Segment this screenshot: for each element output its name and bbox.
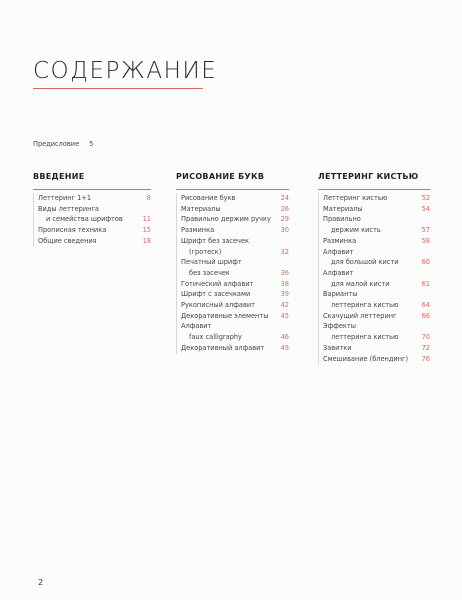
preface-label: Предисловие (33, 140, 80, 148)
toc-entry-label: и семейства шрифтов (46, 215, 123, 224)
toc-entry[interactable] (181, 193, 289, 204)
toc-entry[interactable] (323, 300, 430, 311)
preface-page-number: 5 (89, 140, 94, 148)
toc-entry-label: Материалы (323, 204, 363, 213)
toc-entry-label: Завитки (323, 343, 352, 352)
toc-entry-label: Правильно держим ручку (181, 215, 271, 224)
toc-entry-label: (гротеск) (189, 247, 222, 256)
toc-entry-label: Разминка (323, 236, 357, 245)
section-heading-rule (33, 189, 151, 190)
toc-entry[interactable] (181, 300, 289, 311)
section-brush-lettering (318, 172, 430, 364)
toc-entry-page-number: 39 (280, 290, 289, 299)
toc-entry[interactable] (38, 204, 151, 215)
toc-entry-page-number: 60 (421, 258, 430, 267)
toc-entry[interactable] (323, 193, 430, 204)
toc-entry-label: Шрифт с засечками (181, 290, 251, 299)
toc-entry[interactable] (181, 247, 289, 258)
toc-entry-label: Декоративный алфавит (181, 343, 265, 352)
toc-entry[interactable] (181, 289, 289, 300)
toc-entry[interactable] (181, 332, 289, 343)
toc-entry-label: Правильно (323, 215, 361, 224)
section-heading: ЛЕТТЕРИНГ КИСТЬЮ (318, 172, 419, 181)
toc-entry-label: Алфавит (323, 268, 354, 277)
toc-entry-label: Скачущий леттеринг (323, 311, 397, 320)
toc-entry[interactable] (38, 193, 151, 204)
toc-entry-label: Материалы (181, 204, 221, 213)
toc-entry[interactable] (323, 343, 430, 354)
toc-entry-label: Шрифт без засечек (181, 236, 249, 245)
toc-entry-label: Эффекты (323, 322, 356, 331)
toc-entry[interactable] (323, 311, 430, 322)
toc-entry-label: Алфавит (181, 322, 212, 331)
title-underline (33, 88, 203, 89)
toc-entry-label: для большой кисти (331, 258, 399, 267)
toc-entry-label: для малой кисти (331, 279, 390, 288)
toc-entries (176, 193, 289, 354)
toc-entry-page-number: 36 (280, 268, 289, 277)
toc-entry-label: держим кисть (331, 226, 381, 235)
section-heading: ВВЕДЕНИЕ (33, 172, 85, 181)
toc-entry-page-number: 52 (421, 194, 430, 202)
toc-entry[interactable] (181, 257, 289, 268)
toc-entry-page-number: 58 (421, 236, 430, 245)
section-heading-rule (318, 189, 430, 190)
toc-entry[interactable] (323, 279, 430, 290)
toc-entry-label: Декоративные элементы (181, 311, 269, 320)
toc-entry-label: Готический алфавит (181, 279, 254, 288)
toc-entry-label: Прописная техника (38, 226, 107, 235)
toc-entry[interactable] (181, 279, 289, 290)
toc-entry[interactable] (181, 204, 289, 215)
toc-entry-label: Леттеринг кистью (323, 194, 388, 202)
section-heading-rule (176, 189, 289, 190)
toc-entry-label: леттеринга кистью (331, 301, 399, 310)
toc-entry[interactable] (38, 214, 151, 225)
toc-entry[interactable] (181, 268, 289, 279)
toc-entry-page-number: 8 (146, 194, 151, 202)
toc-entry[interactable] (38, 225, 151, 236)
toc-entry-label: Печатный шрифт (181, 258, 242, 267)
toc-entry-label: Общие сведения (38, 236, 97, 245)
toc-entry-label: Варианты (323, 290, 358, 299)
toc-entries (33, 193, 151, 247)
toc-entry-page-number: 61 (421, 279, 430, 288)
toc-entry-label: Алфавит (323, 247, 354, 256)
toc-entry-page-number: 29 (280, 215, 289, 224)
toc-entry-page-number: 46 (280, 333, 289, 342)
toc-entry[interactable] (323, 354, 430, 365)
toc-entry-page-number: 64 (421, 301, 430, 310)
toc-entry-label: леттеринга кистью (331, 333, 399, 342)
page-number: 2 (38, 578, 44, 587)
toc-entry[interactable] (323, 214, 430, 225)
toc-entry-label: Виды леттеринга (38, 204, 99, 213)
toc-entry[interactable] (323, 321, 430, 332)
toc-entry-page-number: 49 (280, 343, 289, 352)
toc-entry-label: Леттеринг 1+1 (38, 194, 92, 202)
toc-entry-label: без засечек (189, 268, 230, 277)
toc-entry-label: faux calligraphy (189, 333, 242, 342)
toc-entry-label: Рукописный алфавит (181, 301, 255, 310)
section-introduction (33, 172, 151, 247)
toc-entry-page-number: 72 (421, 343, 430, 352)
toc-entry[interactable] (181, 236, 289, 247)
preface-entry[interactable] (33, 140, 93, 148)
toc-entry[interactable] (323, 225, 430, 236)
toc-entry[interactable] (323, 332, 430, 343)
toc-entry-page-number: 45 (280, 311, 289, 320)
toc-entry-page-number: 30 (280, 226, 289, 235)
toc-entry-page-number: 38 (280, 279, 289, 288)
toc-entry[interactable] (181, 311, 289, 322)
toc-entry[interactable] (323, 289, 430, 300)
toc-entry-page-number: 32 (280, 247, 289, 256)
section-heading: РИСОВАНИЕ БУКВ (176, 172, 265, 181)
toc-entry[interactable] (323, 257, 430, 268)
toc-entry-page-number: 42 (280, 301, 289, 310)
toc-entry-page-number: 18 (142, 236, 151, 245)
toc-entry[interactable] (181, 343, 289, 354)
toc-entry[interactable] (323, 236, 430, 247)
toc-entry[interactable] (181, 225, 289, 236)
toc-entry-page-number: 57 (421, 226, 430, 235)
page-title: СОДЕРЖАНИЕ (33, 58, 218, 84)
toc-entry-page-number: 24 (280, 194, 289, 202)
toc-entry-page-number: 15 (142, 226, 151, 235)
toc-entries (318, 193, 430, 364)
toc-entry-label: Смешивание (блендинг) (323, 354, 409, 363)
toc-entry[interactable] (323, 204, 430, 215)
toc-entry-page-number: 70 (421, 333, 430, 342)
toc-entry-label: Разминка (181, 226, 215, 235)
toc-entry[interactable] (323, 268, 430, 279)
toc-entry-page-number: 66 (421, 311, 430, 320)
toc-entry[interactable] (38, 236, 151, 247)
toc-entry[interactable] (181, 214, 289, 225)
section-drawing-letters (176, 172, 289, 354)
toc-entry[interactable] (181, 321, 289, 332)
toc-entry-page-number: 54 (421, 204, 430, 213)
toc-entry[interactable] (323, 247, 430, 258)
toc-entry-page-number: 11 (142, 215, 151, 224)
toc-entry-page-number: 76 (421, 354, 430, 363)
toc-entry-page-number: 26 (280, 204, 289, 213)
toc-entry-label: Рисование букв (181, 194, 236, 202)
